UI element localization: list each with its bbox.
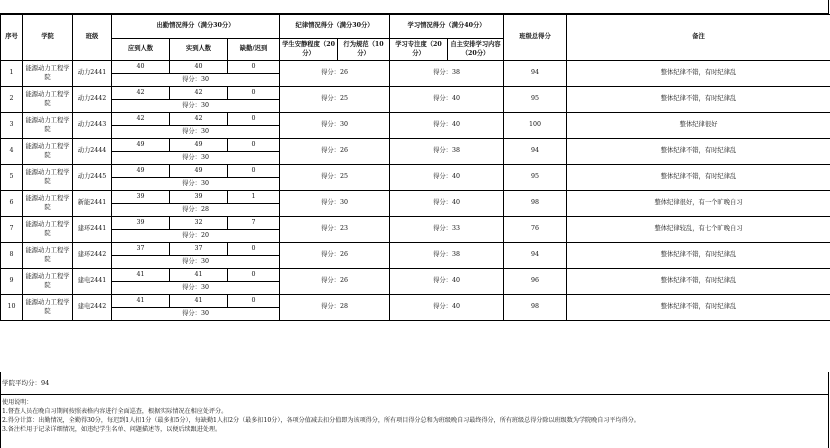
cell-class: 动力2444 (73, 139, 112, 165)
cell-remark: 整体纪律很好 (567, 113, 830, 139)
cell-class: 动力2443 (73, 113, 112, 139)
header-behavior: 行为规范（10分） (338, 39, 390, 61)
table-row (1, 139, 830, 152)
cell-expected: 49 (112, 165, 170, 178)
cell-seq: 3 (1, 113, 23, 139)
table-row (1, 269, 830, 282)
cell-remark: 整体纪律不错，有时纪律乱 (567, 243, 830, 269)
notes-title: 使用说明： (2, 399, 33, 406)
cell-attendance-score: 得分：30 (112, 152, 280, 165)
cell-attendance-score: 得分：30 (112, 100, 280, 113)
cell-remark: 整体纪律不错，有时纪律乱 (567, 87, 830, 113)
cell-expected: 42 (112, 87, 170, 100)
header-discipline: 纪律情况得分（满分30分） (280, 15, 390, 39)
cell-class: 动力2445 (73, 165, 112, 191)
table-row (1, 113, 830, 126)
cell-seq: 6 (1, 191, 23, 217)
cell-absent: 1 (228, 191, 280, 204)
cell-study-score: 得分：33 (390, 217, 504, 243)
cell-discipline-score: 得分：28 (280, 295, 390, 321)
cell-seq: 10 (1, 295, 23, 321)
cell-class: 建电2441 (73, 269, 112, 295)
notes-line-2: 2.得分计算：出勤情况，全勤得30分，每迟到1人扣1分（最多扣5分），每缺勤1人扣2分（最多扣10分），各项分值减去扣分值即为该项得分，所有项目得分总和为班级晚自习最终得分，所有班级总得分除以班级数为学院晚自习平均得分。 (2, 417, 640, 424)
cell-seq: 9 (1, 269, 23, 295)
cell-expected: 37 (112, 243, 170, 256)
cell-actual: 42 (170, 87, 228, 100)
cell-college: 能源动力工程学院 (23, 139, 73, 165)
cell-class: 建环2442 (73, 243, 112, 269)
cell-total: 98 (504, 295, 567, 321)
cell-attendance-score: 得分：30 (112, 256, 280, 269)
cell-expected: 41 (112, 295, 170, 308)
score-table (0, 14, 830, 321)
cell-expected: 42 (112, 113, 170, 126)
cell-study-score: 得分：38 (390, 139, 504, 165)
cell-attendance-score: 得分：30 (112, 178, 280, 191)
cell-expected: 41 (112, 269, 170, 282)
cell-college: 能源动力工程学院 (23, 61, 73, 87)
cell-remark: 整体纪律不错，有时纪律乱 (567, 165, 830, 191)
table-row (1, 243, 830, 256)
cell-college: 能源动力工程学院 (23, 295, 73, 321)
header-expected: 应到人数 (112, 39, 170, 61)
cell-study-score: 得分：38 (390, 61, 504, 87)
cell-discipline-score: 得分：23 (280, 217, 390, 243)
table-row (1, 217, 830, 230)
cell-expected: 39 (112, 217, 170, 230)
cell-study-score: 得分：40 (390, 165, 504, 191)
cell-absent: 0 (228, 87, 280, 100)
table-body (1, 61, 830, 321)
cell-remark: 整体纪律较乱，有七个旷晚自习 (567, 217, 830, 243)
table-row (1, 191, 830, 204)
cell-total: 94 (504, 243, 567, 269)
header-actual: 实到人数 (170, 39, 228, 61)
college-average: 学院平均分：94 (0, 372, 829, 395)
cell-absent: 7 (228, 217, 280, 230)
cell-expected: 39 (112, 191, 170, 204)
cell-absent: 0 (228, 269, 280, 282)
cell-total: 95 (504, 165, 567, 191)
header-college: 学院 (23, 15, 73, 61)
cell-study-score: 得分：40 (390, 87, 504, 113)
cell-actual: 49 (170, 165, 228, 178)
cell-remark: 整体纪律很好，有一个旷晚自习 (567, 191, 830, 217)
cell-college: 能源动力工程学院 (23, 113, 73, 139)
cell-actual: 41 (170, 295, 228, 308)
cell-attendance-score: 得分：28 (112, 204, 280, 217)
cell-college: 能源动力工程学院 (23, 165, 73, 191)
header-study: 学习情况得分（满分40分） (390, 15, 504, 39)
table-row (1, 87, 830, 100)
cell-discipline-score: 得分：30 (280, 113, 390, 139)
table-row (1, 165, 830, 178)
cell-discipline-score: 得分：25 (280, 165, 390, 191)
cell-college: 能源动力工程学院 (23, 217, 73, 243)
cell-seq: 7 (1, 217, 23, 243)
cell-absent: 0 (228, 295, 280, 308)
cell-total: 100 (504, 113, 567, 139)
header-remark: 备注 (567, 15, 830, 61)
cell-actual: 42 (170, 113, 228, 126)
cell-absent: 0 (228, 165, 280, 178)
cell-actual: 37 (170, 243, 228, 256)
cell-class: 动力2441 (73, 61, 112, 87)
cell-study-score: 得分：40 (390, 295, 504, 321)
cell-seq: 5 (1, 165, 23, 191)
cell-college: 能源动力工程学院 (23, 87, 73, 113)
cell-seq: 8 (1, 243, 23, 269)
cell-attendance-score: 得分：30 (112, 282, 280, 295)
cell-remark: 整体纪律不错，有时纪律乱 (567, 139, 830, 165)
cell-seq: 2 (1, 87, 23, 113)
cell-study-score: 得分：40 (390, 269, 504, 295)
cell-absent: 0 (228, 61, 280, 74)
cell-expected: 49 (112, 139, 170, 152)
cell-discipline-score: 得分：25 (280, 87, 390, 113)
cell-discipline-score: 得分：26 (280, 139, 390, 165)
cell-class: 建电2442 (73, 295, 112, 321)
cell-college: 能源动力工程学院 (23, 269, 73, 295)
cell-discipline-score: 得分：26 (280, 61, 390, 87)
sheet-top-border (0, 0, 829, 14)
header-attendance: 出勤情况得分（满分30分） (112, 15, 280, 39)
header-self-study: 自主安排学习内容（20分） (448, 39, 504, 61)
cell-seq: 1 (1, 61, 23, 87)
header-focus: 学习专注度（20分） (390, 39, 448, 61)
notes-line-1: 1.督查人员在晚自习期间按照表格内容进行全面巡查，根据实际情况在相应处评分。 (2, 408, 228, 415)
cell-seq: 4 (1, 139, 23, 165)
cell-study-score: 得分：40 (390, 191, 504, 217)
header-absent-late: 缺勤/迟到 (228, 39, 280, 61)
cell-remark: 整体纪律不错，有时纪律乱 (567, 269, 830, 295)
cell-college: 能源动力工程学院 (23, 243, 73, 269)
usage-notes (0, 395, 829, 448)
cell-total: 76 (504, 217, 567, 243)
cell-expected: 40 (112, 61, 170, 74)
cell-attendance-score: 得分：30 (112, 74, 280, 87)
cell-study-score: 得分：40 (390, 113, 504, 139)
cell-attendance-score: 得分：30 (112, 308, 280, 321)
cell-discipline-score: 得分：30 (280, 191, 390, 217)
cell-actual: 32 (170, 217, 228, 230)
cell-class: 建环2441 (73, 217, 112, 243)
cell-actual: 40 (170, 61, 228, 74)
table-row (1, 295, 830, 308)
cell-actual: 39 (170, 191, 228, 204)
cell-absent: 0 (228, 113, 280, 126)
cell-remark: 整体纪律不错，有时纪律乱 (567, 295, 830, 321)
cell-total: 94 (504, 139, 567, 165)
cell-absent: 0 (228, 139, 280, 152)
cell-remark: 整体纪律不错，有时纪律乱 (567, 61, 830, 87)
cell-discipline-score: 得分：26 (280, 269, 390, 295)
notes-line-3: 3.备注栏用于记录详细情况，如违纪学生名单、问题描述等，以便后续跟进处理。 (2, 426, 222, 433)
cell-study-score: 得分：38 (390, 243, 504, 269)
cell-discipline-score: 得分：26 (280, 243, 390, 269)
table-row (1, 61, 830, 74)
cell-class: 动力2442 (73, 87, 112, 113)
header-quiet: 学生安静程度（20分） (280, 39, 338, 61)
header-total: 班级总得分 (504, 15, 567, 61)
cell-class: 新能2441 (73, 191, 112, 217)
cell-total: 98 (504, 191, 567, 217)
header-class: 班级 (73, 15, 112, 61)
cell-attendance-score: 得分：30 (112, 126, 280, 139)
cell-attendance-score: 得分：20 (112, 230, 280, 243)
cell-total: 96 (504, 269, 567, 295)
cell-total: 94 (504, 61, 567, 87)
header-seq: 序号 (1, 15, 23, 61)
cell-actual: 41 (170, 269, 228, 282)
cell-absent: 0 (228, 243, 280, 256)
cell-college: 能源动力工程学院 (23, 191, 73, 217)
cell-total: 95 (504, 87, 567, 113)
cell-actual: 49 (170, 139, 228, 152)
